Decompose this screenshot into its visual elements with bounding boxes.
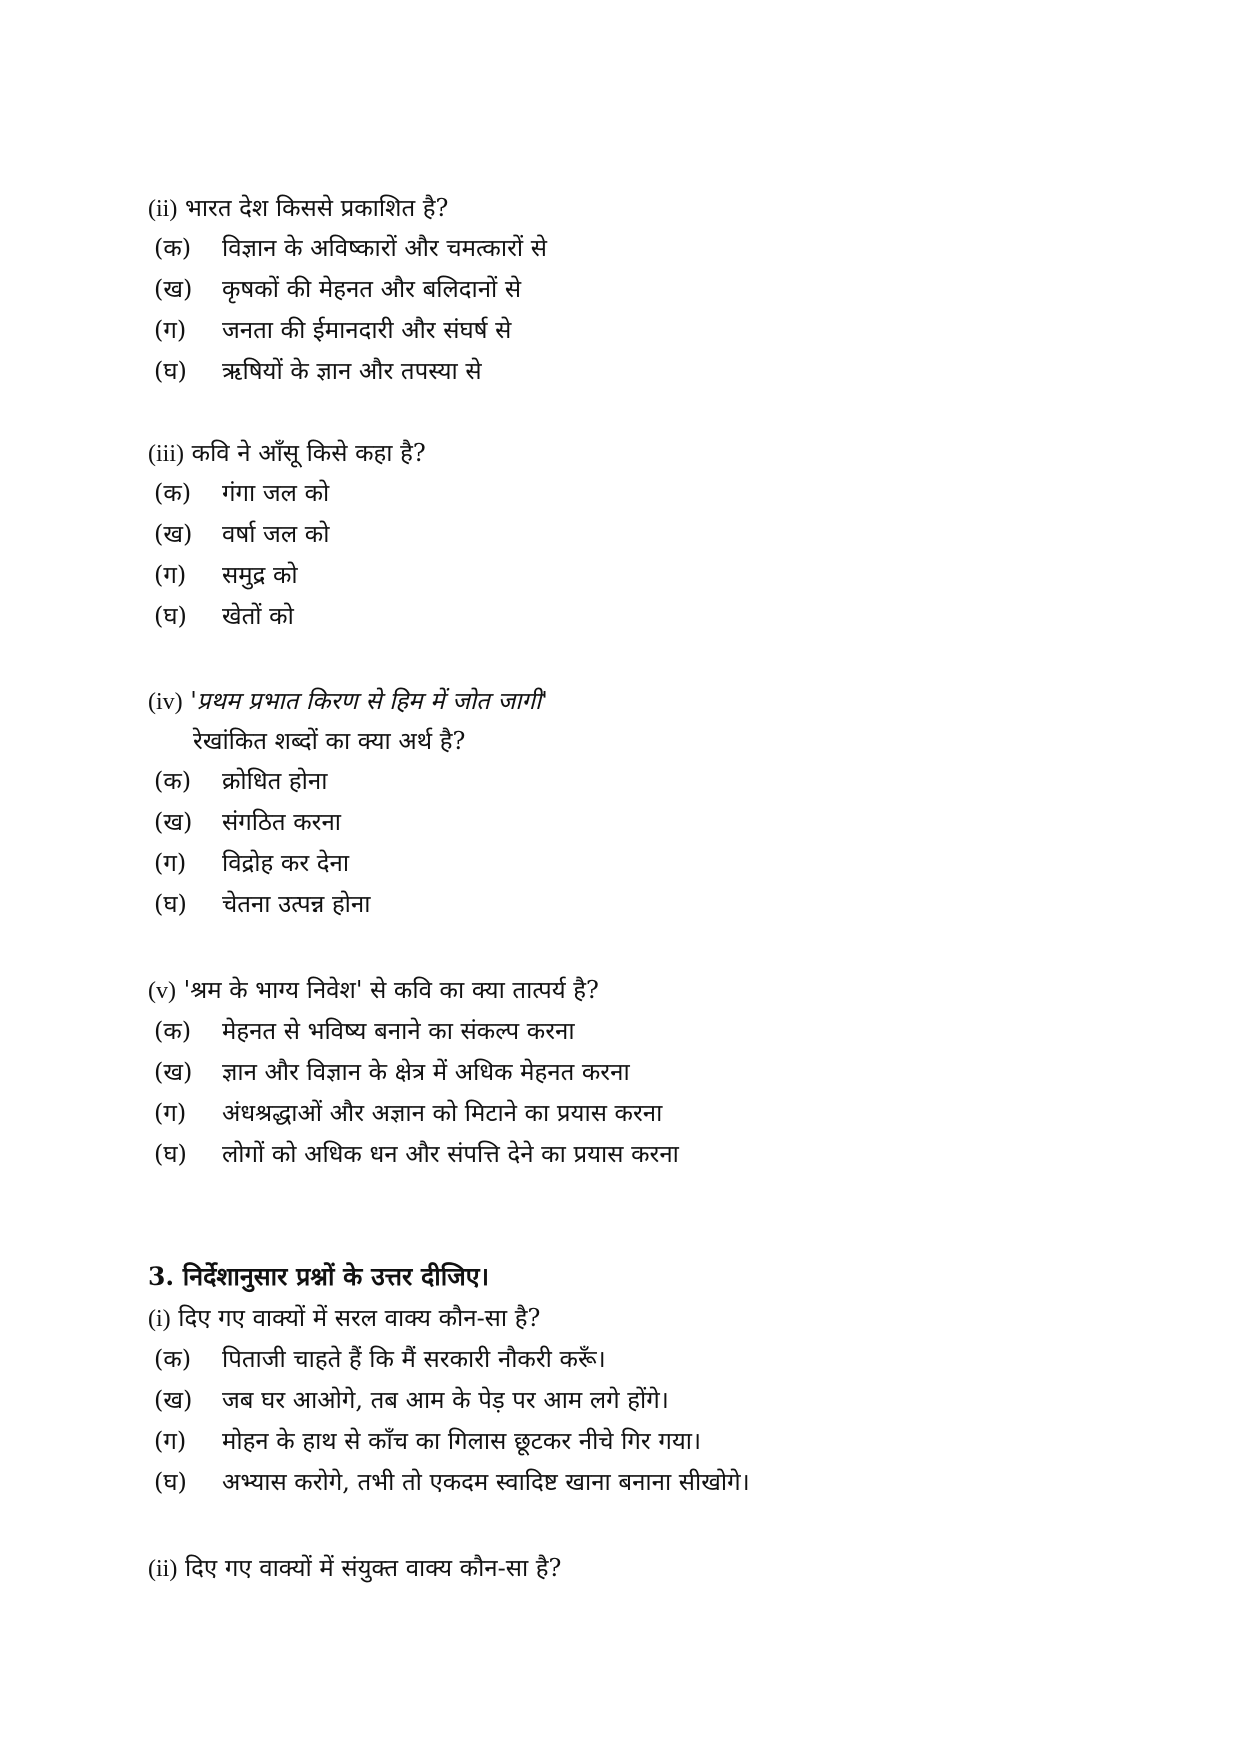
option-label: (घ)	[154, 1468, 187, 1496]
option-label: (ग)	[154, 849, 187, 877]
section-heading: 3. निर्देशानुसार प्रश्नों के उत्तर दीजिए।	[148, 1262, 490, 1291]
question-ii	[148, 193, 448, 224]
option-text: खेतों को	[222, 602, 294, 630]
question-text: 'श्रम के भाग्य निवेश' से कवि का क्या तात्पर्य है?	[183, 976, 599, 1004]
option-label: (क)	[154, 1345, 192, 1373]
option-label: (क)	[154, 767, 192, 795]
option-label: (ग)	[154, 1099, 187, 1127]
option-label: (क)	[154, 234, 192, 262]
question-v	[148, 975, 599, 1006]
section3-question-ii	[148, 1553, 561, 1584]
option-label: (ख)	[154, 520, 193, 548]
option-label: (क)	[154, 1017, 192, 1045]
option-text: वर्षा जल को	[222, 520, 330, 548]
question-iii	[148, 438, 426, 469]
question-text: दिए गए वाक्यों में सरल वाक्य कौन-सा है?	[178, 1304, 541, 1332]
option-text: कृषकों की मेहनत और बलिदानों से	[222, 275, 522, 303]
option-label: (ग)	[154, 561, 187, 589]
option-label: (घ)	[154, 1140, 187, 1168]
option-text: मेहनत से भविष्य बनाने का संकल्प करना	[222, 1017, 575, 1045]
section3-question-i	[148, 1303, 540, 1334]
option-text: अंधश्रद्धाओं और अज्ञान को मिटाने का प्रयास करना	[222, 1099, 663, 1127]
option-label: (ग)	[154, 1427, 187, 1455]
question-text: दिए गए वाक्यों में संयुक्त वाक्य कौन-सा है?	[184, 1554, 562, 1582]
option-text: संगठित करना	[222, 808, 341, 836]
option-text: ऋषियों के ज्ञान और तपस्या से	[222, 357, 482, 385]
question-iv	[148, 686, 548, 717]
question-quote: 'प्रथम प्रभात किरण से हिम में जोत जागी'	[190, 687, 548, 715]
option-label: (ख)	[154, 1058, 193, 1086]
question-number: (iv)	[148, 689, 183, 715]
question-number: (i)	[148, 1306, 171, 1332]
option-text: समुद्र को	[222, 561, 298, 589]
option-label: (घ)	[154, 602, 187, 630]
question-text: भारत देश किससे प्रकाशित है?	[184, 194, 449, 222]
option-label: (घ)	[154, 890, 187, 918]
option-label: (घ)	[154, 357, 187, 385]
option-text: अभ्यास करोगे, तभी तो एकदम स्वादिष्ट खाना बनाना सीखोगे।	[222, 1468, 750, 1496]
option-label: (ख)	[154, 808, 193, 836]
question-number: (v)	[148, 978, 176, 1004]
option-text: गंगा जल को	[222, 479, 330, 507]
question-number: (ii)	[148, 196, 178, 222]
option-label: (क)	[154, 479, 192, 507]
option-text: पिताजी चाहते हैं कि मैं सरकारी नौकरी करूँ।	[222, 1345, 606, 1373]
question-number: (iii)	[148, 441, 184, 467]
option-text: चेतना उत्पन्न होना	[222, 890, 371, 918]
option-label: (ग)	[154, 316, 187, 344]
option-text: ज्ञान और विज्ञान के क्षेत्र में अधिक मेहनत करना	[222, 1058, 630, 1086]
option-label: (ख)	[154, 1386, 193, 1414]
option-text: जनता की ईमानदारी और संघर्ष से	[222, 316, 512, 344]
option-text: लोगों को अधिक धन और संपत्ति देने का प्रयास करना	[222, 1140, 679, 1168]
option-text: जब घर आओगे, तब आम के पेड़ पर आम लगे होंगे।	[222, 1386, 669, 1414]
question-number: (ii)	[148, 1556, 178, 1582]
option-label: (ख)	[154, 275, 193, 303]
option-text: मोहन के हाथ से काँच का गिलास छूटकर नीचे गिर गया।	[222, 1427, 702, 1455]
option-text: विज्ञान के अविष्कारों और चमत्कारों से	[222, 234, 547, 262]
option-text: क्रोधित होना	[222, 767, 328, 795]
option-text: विद्रोह कर देना	[222, 849, 350, 877]
question-text: कवि ने आँसू किसे कहा है?	[191, 439, 426, 467]
question-subtext: रेखांकित शब्दों का क्या अर्थ है?	[193, 727, 466, 755]
